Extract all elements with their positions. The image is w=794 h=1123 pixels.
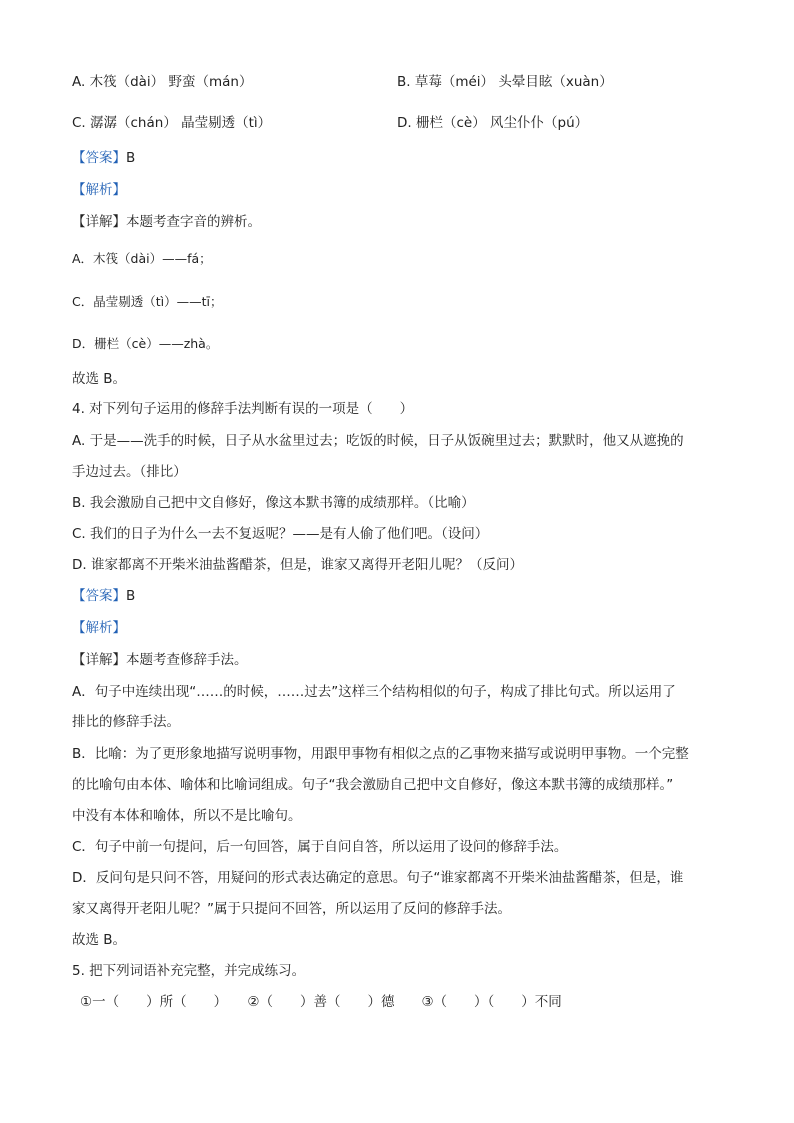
q4-option-a-line2: 手边过去。（排比） [72, 464, 187, 480]
q3-option-a: A. 木筏（dài） 野蛮（mán） [72, 74, 253, 90]
q3-explain-a: A．木筏（dài）——fá； [72, 251, 212, 266]
q4-option-b: B. 我会激励自己把中文自修好，像这本默书簿的成绩那样。（比喻） [72, 495, 475, 511]
q3-option-d: D. 栅栏（cè） 风尘仆仆（pú） [397, 115, 589, 131]
detail-intro: 本题考查修辞手法。 [126, 652, 248, 668]
q3-answer [72, 149, 722, 168]
q4-conclusion: 故选 B。 [72, 932, 127, 948]
q3-explain-d: D．栅栏（cè）——zhà。 [72, 336, 219, 351]
answer-tag: 【答案】 [72, 588, 126, 604]
q4-explain-a-line2: 排比的修辞手法。 [72, 714, 180, 730]
q4-explain-d-line1: D．反问句是只问不答，用疑问的形式表达确定的意思。句子“谁家都离不开柴米油盐酱醋茶，但是，谁 [72, 870, 684, 886]
q4-option-d: D. 谁家都离不开柴米油盐酱醋茶，但是，谁家又离得开老阳儿呢？（反问） [72, 557, 523, 573]
analysis-tag: 【解析】 [72, 620, 126, 636]
answer-value: B [126, 588, 136, 604]
q4-option-a-line1: A. 于是——洗手的时候，日子从水盆里过去；吃饭的时候，日子从饭碗里过去；默默时，他又从遮挽的 [72, 433, 684, 449]
q4-stem: 4. 对下列句子运用的修辞手法判断有误的一项是（ ） [72, 401, 414, 417]
answer-tag: 【答案】 [72, 150, 126, 166]
detail-tag: 【详解】 [72, 652, 126, 668]
analysis-tag: 【解析】 [72, 182, 126, 198]
detail-intro: 本题考查字音的辨析。 [126, 214, 261, 230]
q4-explain-a-line1: A．句子中连续出现“……的时候，……过去”这样三个结构相似的句子，构成了排比句式。所以运用了 [72, 684, 676, 700]
q4-detail [72, 651, 722, 670]
answer-value: B [126, 150, 136, 166]
q4-explain-c: C．句子中前一句提问，后一句回答，属于自问自答，所以运用了设问的修辞手法。 [72, 839, 568, 855]
q4-explain-b-line2: 的比喻句由本体、喻体和比喻词组成。句子“我会激励自己把中文自修好，像这本默书簿的成绩那样。” [72, 777, 674, 793]
detail-tag: 【详解】 [72, 214, 126, 230]
q5-blanks: ①一（ ）所（ ） ②（ ）善（ ）德 ③（ ）（ ）不同 [80, 994, 562, 1010]
q4-analysis-heading [72, 619, 722, 638]
q4-explain-b-line3: 中没有本体和喻体，所以不是比喻句。 [72, 808, 302, 824]
q4-answer [72, 587, 722, 606]
q3-analysis-heading [72, 181, 722, 200]
q3-option-b: B. 草莓（méi） 头晕目眩（xuàn） [397, 74, 613, 90]
q3-explain-c: C．晶莹剔透（tì）——tī； [72, 294, 223, 309]
q4-option-c: C. 我们的日子为什么一去不复返呢？——是有人偷了他们吧。（设问） [72, 526, 489, 542]
q3-conclusion: 故选 B。 [72, 371, 127, 387]
q3-option-c: C. 潺潺（chán） 晶莹剔透（tì） [72, 115, 272, 131]
q4-explain-b-line1: B．比喻：为了更形象地描写说明事物，用跟甲事物有相似之点的乙事物来描写或说明甲事物。一个完整 [72, 746, 689, 762]
q5-stem: 5. 把下列词语补充完整，并完成练习。 [72, 963, 306, 979]
q3-detail [72, 213, 722, 232]
q4-explain-d-line2: 家又离得开老阳儿呢？”属于只提问不回答，所以运用了反问的修辞手法。 [72, 901, 511, 917]
